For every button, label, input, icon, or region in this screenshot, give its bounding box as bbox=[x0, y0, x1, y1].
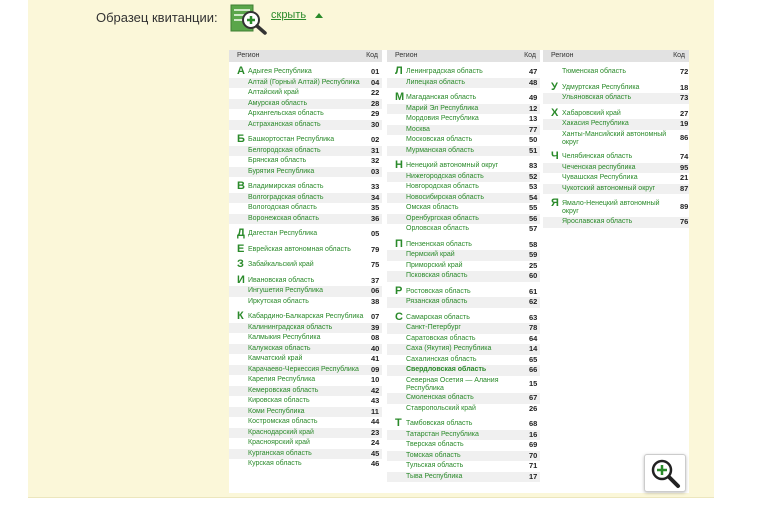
table-row bbox=[229, 146, 382, 157]
region-link[interactable]: Новосибирская область bbox=[406, 193, 484, 201]
region-link[interactable]: Оренбургская область bbox=[406, 214, 479, 222]
table-row bbox=[387, 125, 540, 136]
table-row bbox=[229, 386, 382, 397]
region-link[interactable]: Алтай (Горный Алтай) Республика bbox=[248, 78, 360, 86]
region-link[interactable]: Мурманская область bbox=[406, 146, 475, 154]
region-link[interactable]: Тыва Республика bbox=[406, 472, 463, 480]
region-link[interactable]: Челябинская область bbox=[562, 153, 633, 161]
region-code: 19 bbox=[680, 119, 689, 128]
region-link[interactable]: Курская область bbox=[248, 460, 302, 467]
region-link[interactable]: Марий Эл Республика bbox=[406, 104, 479, 112]
table-row bbox=[229, 260, 382, 271]
region-link[interactable]: Забайкальский край bbox=[248, 261, 314, 268]
region-code: 36 bbox=[371, 213, 380, 223]
region-link[interactable]: Ленинградская область bbox=[406, 68, 483, 75]
region-link[interactable]: Липецкая область bbox=[406, 78, 465, 86]
region-link[interactable]: Тульская область bbox=[406, 462, 464, 470]
region-link[interactable]: Красноярский край bbox=[248, 439, 310, 446]
region-link[interactable]: Сахалинская область bbox=[406, 355, 477, 363]
region-link[interactable]: Омская область bbox=[406, 204, 459, 211]
region-code: 86 bbox=[680, 132, 689, 142]
region-header: Регион bbox=[395, 52, 418, 59]
table-row bbox=[229, 417, 382, 428]
region-code: 72 bbox=[680, 67, 689, 76]
region-link[interactable]: Кировская область bbox=[248, 397, 310, 404]
table-row bbox=[543, 199, 689, 217]
table-row bbox=[229, 297, 382, 308]
region-link[interactable]: Еврейская автономная область bbox=[248, 245, 351, 253]
table-row bbox=[387, 114, 540, 125]
region-link[interactable]: Карачаево-Черкессия Республика bbox=[248, 365, 359, 373]
region-link[interactable]: Томская область bbox=[406, 451, 461, 459]
table-row bbox=[387, 323, 540, 334]
table-row bbox=[387, 135, 540, 146]
region-code: 51 bbox=[529, 145, 538, 155]
region-code: 07 bbox=[371, 312, 380, 321]
alphabet-letter: Н bbox=[395, 159, 403, 171]
region-code: 67 bbox=[529, 393, 538, 403]
region-link[interactable]: Мордовия Республика bbox=[406, 115, 479, 122]
region-link[interactable]: Ставропольский край bbox=[406, 404, 476, 412]
region-link[interactable]: Иркутская область bbox=[248, 297, 309, 305]
table-header bbox=[543, 50, 689, 62]
region-code: 17 bbox=[529, 471, 538, 481]
table-row bbox=[229, 242, 382, 256]
region-link[interactable]: Белгородская область bbox=[248, 146, 321, 154]
table-row bbox=[229, 333, 382, 344]
region-link[interactable]: Амурская область bbox=[248, 99, 308, 107]
region-code: 12 bbox=[529, 103, 538, 113]
table-row bbox=[387, 93, 540, 104]
region-link[interactable]: Пензенская область bbox=[406, 240, 472, 248]
region-link[interactable]: Приморский край bbox=[406, 261, 463, 269]
table-row bbox=[543, 163, 689, 174]
region-link[interactable]: Смоленская область bbox=[406, 394, 474, 402]
table-row bbox=[387, 440, 540, 451]
region-code: 87 bbox=[680, 183, 689, 193]
table-row bbox=[229, 438, 382, 449]
table-row bbox=[229, 182, 382, 193]
table-row bbox=[229, 344, 382, 355]
table-row bbox=[229, 273, 382, 287]
region-link[interactable]: Чеченская республика bbox=[562, 163, 636, 171]
region-code: 59 bbox=[529, 250, 538, 259]
table-row bbox=[387, 365, 540, 376]
alphabet-letter: Я bbox=[551, 197, 559, 210]
alphabet-letter: Т bbox=[395, 417, 402, 430]
receipt-label: Образец квитанции: bbox=[96, 10, 218, 25]
region-link[interactable]: Тверская область bbox=[406, 441, 464, 449]
table-row bbox=[229, 354, 382, 365]
region-code: 78 bbox=[529, 323, 538, 332]
region-code: 18 bbox=[680, 82, 689, 92]
region-code: 62 bbox=[529, 297, 538, 306]
region-link[interactable]: Астраханская область bbox=[248, 120, 321, 128]
table-row bbox=[229, 193, 382, 204]
table-row bbox=[387, 393, 540, 404]
table-row bbox=[387, 430, 540, 441]
region-link[interactable]: Санкт-Петербург bbox=[406, 324, 461, 331]
alphabet-letter: Д bbox=[237, 227, 245, 239]
region-link[interactable]: Новгородская область bbox=[406, 183, 479, 190]
region-code: 09 bbox=[371, 364, 380, 374]
region-link[interactable]: Удмуртская Республика bbox=[562, 83, 640, 91]
table-row bbox=[229, 229, 382, 240]
region-code: 50 bbox=[529, 135, 538, 144]
region-code: 55 bbox=[529, 203, 538, 212]
region-codes-table bbox=[229, 50, 689, 493]
region-link[interactable]: Чувашская Республика bbox=[562, 174, 638, 182]
region-link[interactable]: Пермский край bbox=[406, 251, 455, 258]
region-code: 49 bbox=[529, 93, 538, 102]
region-header: Регион bbox=[551, 52, 574, 59]
table-row bbox=[543, 152, 689, 163]
region-link[interactable]: Коми Республика bbox=[248, 407, 305, 415]
region-link[interactable]: Брянская область bbox=[248, 157, 307, 164]
table-row bbox=[543, 173, 689, 184]
region-code: 56 bbox=[529, 213, 538, 223]
region-code: 71 bbox=[529, 461, 538, 471]
table-row bbox=[387, 203, 540, 214]
region-code: 40 bbox=[371, 343, 380, 353]
region-code: 24 bbox=[371, 438, 380, 447]
table-row bbox=[387, 344, 540, 355]
table-row bbox=[387, 237, 540, 251]
region-link[interactable]: Архангельская область bbox=[248, 110, 324, 117]
region-link[interactable]: Москва bbox=[406, 125, 430, 133]
region-code: 15 bbox=[529, 378, 538, 388]
region-link[interactable]: Саха (Якутия) Республика bbox=[406, 345, 492, 352]
table-row bbox=[229, 167, 382, 178]
region-code: 30 bbox=[371, 119, 380, 129]
alphabet-letter: Б bbox=[237, 133, 245, 145]
caret-up-icon[interactable] bbox=[315, 13, 323, 18]
table-row bbox=[543, 130, 689, 148]
table-row bbox=[543, 119, 689, 130]
code-header: Код bbox=[673, 52, 685, 59]
table-row bbox=[229, 323, 382, 334]
region-link[interactable]: Саратовская область bbox=[406, 334, 476, 342]
table-row bbox=[229, 365, 382, 376]
table-row bbox=[387, 182, 540, 193]
region-link[interactable]: Хабаровский край bbox=[562, 109, 621, 117]
region-code: 34 bbox=[371, 192, 380, 202]
region-link[interactable]: Калининградская область bbox=[248, 323, 333, 331]
region-code: 03 bbox=[371, 166, 380, 176]
alphabet-letter: У bbox=[551, 80, 558, 93]
region-code: 29 bbox=[371, 109, 380, 118]
table-row bbox=[387, 419, 540, 430]
region-link[interactable]: Московская область bbox=[406, 136, 473, 143]
table-row bbox=[229, 214, 382, 225]
region-code: 23 bbox=[371, 427, 380, 437]
region-code: 31 bbox=[371, 145, 380, 155]
region-link[interactable]: Калужская область bbox=[248, 344, 311, 352]
region-link[interactable]: Ивановская область bbox=[248, 276, 315, 284]
table-row bbox=[229, 449, 382, 460]
receipt-zoom-icon[interactable] bbox=[230, 3, 270, 35]
region-code: 89 bbox=[680, 202, 689, 212]
region-header: Регион bbox=[237, 52, 260, 59]
table-row bbox=[543, 184, 689, 195]
region-code: 95 bbox=[680, 162, 689, 172]
region-code: 54 bbox=[529, 192, 538, 202]
region-link[interactable]: Магаданская область bbox=[406, 94, 477, 101]
region-code: 14 bbox=[529, 344, 538, 353]
region-code: 11 bbox=[371, 406, 379, 416]
region-code: 05 bbox=[371, 229, 380, 238]
region-link[interactable]: Владимирская область bbox=[248, 183, 324, 190]
region-link[interactable]: Ростовская область bbox=[406, 287, 471, 295]
alphabet-letter: З bbox=[237, 258, 244, 270]
alphabet-letter: Ч bbox=[551, 150, 559, 163]
table-row bbox=[543, 67, 689, 78]
table-row bbox=[387, 472, 540, 483]
region-link[interactable]: Калмыкия Республика bbox=[248, 334, 321, 341]
region-link[interactable]: Самарская область bbox=[406, 313, 470, 321]
region-link[interactable]: Тамбовская область bbox=[406, 420, 473, 428]
table-row bbox=[387, 193, 540, 204]
alphabet-letter: Р bbox=[395, 284, 403, 297]
alphabet-letter: С bbox=[395, 310, 403, 323]
region-code: 35 bbox=[371, 203, 380, 212]
table-column bbox=[229, 50, 382, 62]
region-code: 77 bbox=[529, 124, 538, 134]
region-code: 10 bbox=[371, 375, 380, 384]
region-link[interactable]: Хакасия Республика bbox=[562, 120, 629, 127]
alphabet-letter: П bbox=[395, 237, 403, 250]
region-code: 48 bbox=[529, 77, 538, 87]
region-link[interactable]: Псковская область bbox=[406, 272, 468, 279]
table-row bbox=[543, 106, 689, 120]
table-row bbox=[387, 461, 540, 472]
region-link[interactable]: Вологодская область bbox=[248, 204, 317, 211]
region-link[interactable]: Татарстан Республика bbox=[406, 430, 479, 438]
region-link[interactable]: Кабардино-Балкарская Республика bbox=[248, 313, 364, 320]
region-link[interactable]: Чукотский автономный округ bbox=[562, 184, 656, 192]
alphabet-letter: К bbox=[237, 310, 244, 322]
hide-link[interactable]: скрыть bbox=[271, 9, 307, 21]
region-link[interactable]: Башкортостан Республика bbox=[248, 136, 335, 143]
region-code: 61 bbox=[529, 286, 538, 296]
region-code: 01 bbox=[371, 67, 380, 76]
table-row bbox=[387, 104, 540, 115]
region-code: 63 bbox=[529, 312, 538, 322]
code-header: Код bbox=[524, 52, 536, 59]
table-row bbox=[387, 310, 540, 324]
region-code: 41 bbox=[371, 354, 380, 363]
region-code: 21 bbox=[680, 173, 689, 183]
table-row bbox=[387, 67, 540, 78]
table-row bbox=[229, 67, 382, 78]
alphabet-letter: Л bbox=[395, 65, 403, 77]
region-code: 22 bbox=[371, 88, 380, 97]
region-code: 68 bbox=[529, 419, 538, 429]
region-link[interactable]: Нижегородская область bbox=[406, 172, 484, 180]
table-row bbox=[229, 312, 382, 323]
region-code: 32 bbox=[371, 156, 380, 165]
table-row bbox=[387, 224, 540, 235]
region-code: 42 bbox=[371, 385, 380, 395]
table-row bbox=[387, 214, 540, 225]
table-row bbox=[387, 261, 540, 272]
region-code: 75 bbox=[371, 260, 380, 269]
alphabet-letter: А bbox=[237, 65, 245, 77]
table-row bbox=[387, 146, 540, 157]
table-row bbox=[387, 78, 540, 89]
alphabet-letter: Е bbox=[237, 242, 245, 255]
region-code: 13 bbox=[529, 114, 538, 123]
region-link[interactable]: Ямало-Ненецкий автономный округ bbox=[562, 200, 660, 216]
region-code: 02 bbox=[371, 135, 380, 144]
region-code: 69 bbox=[529, 440, 538, 450]
region-link[interactable]: Ярославская область bbox=[562, 218, 633, 226]
region-code: 53 bbox=[529, 182, 538, 191]
region-link[interactable]: Кемеровская область bbox=[248, 386, 319, 394]
region-code: 44 bbox=[371, 417, 380, 426]
region-link[interactable]: Краснодарский край bbox=[248, 428, 314, 436]
table-row bbox=[387, 376, 540, 394]
region-link[interactable]: Камчатский край bbox=[248, 355, 303, 362]
table-row bbox=[387, 355, 540, 366]
region-code: 66 bbox=[529, 365, 538, 374]
region-code: 43 bbox=[371, 396, 380, 405]
table-row bbox=[229, 428, 382, 439]
region-code: 28 bbox=[371, 98, 380, 108]
region-link[interactable]: Карелия Республика bbox=[248, 376, 316, 383]
alphabet-letter: М bbox=[395, 91, 405, 103]
region-link[interactable]: Тюменская область bbox=[562, 68, 626, 75]
region-link[interactable]: Ульяновская область bbox=[562, 94, 632, 101]
region-link[interactable]: Костромская область bbox=[248, 418, 318, 425]
alphabet-letter: В bbox=[237, 180, 245, 192]
table-row bbox=[387, 297, 540, 308]
table-row bbox=[229, 203, 382, 214]
region-link[interactable]: Волгоградская область bbox=[248, 193, 324, 201]
table-row bbox=[229, 459, 382, 470]
table-row bbox=[387, 284, 540, 298]
table-row bbox=[229, 99, 382, 110]
region-code: 74 bbox=[680, 152, 689, 162]
region-link[interactable]: Ингушетия Республика bbox=[248, 287, 324, 294]
table-row bbox=[229, 88, 382, 99]
region-code: 16 bbox=[529, 429, 538, 439]
zoom-in-icon bbox=[653, 461, 678, 486]
region-code: 37 bbox=[371, 275, 380, 285]
table-row bbox=[387, 334, 540, 345]
region-code: 33 bbox=[371, 182, 380, 191]
region-link[interactable]: Рязанская область bbox=[406, 298, 468, 305]
region-code: 46 bbox=[371, 459, 380, 468]
zoom-in-button[interactable] bbox=[644, 454, 686, 492]
region-code: 39 bbox=[371, 322, 380, 332]
table-row bbox=[387, 271, 540, 282]
table-row bbox=[387, 451, 540, 462]
table-column bbox=[387, 50, 540, 62]
table-row bbox=[387, 172, 540, 183]
region-code: 79 bbox=[371, 244, 380, 254]
region-code: 08 bbox=[371, 333, 380, 342]
region-link[interactable]: Воронежская область bbox=[248, 214, 319, 222]
region-link[interactable]: Свердловская область bbox=[406, 366, 487, 373]
table-column bbox=[543, 50, 689, 62]
table-row bbox=[229, 78, 382, 89]
region-link[interactable]: Орловская область bbox=[406, 225, 470, 232]
code-header: Код bbox=[366, 52, 378, 59]
region-link[interactable]: Дагестан Республика bbox=[248, 230, 318, 237]
region-code: 58 bbox=[529, 239, 538, 249]
region-link[interactable]: Северная Осетия — Алания Республика bbox=[406, 376, 499, 392]
region-code: 65 bbox=[529, 354, 538, 364]
table-row bbox=[543, 217, 689, 228]
region-code: 38 bbox=[371, 296, 380, 306]
region-code: 57 bbox=[529, 224, 538, 233]
table-row bbox=[229, 286, 382, 297]
table-row bbox=[229, 407, 382, 418]
region-link[interactable]: Бурятия Республика bbox=[248, 167, 315, 175]
alphabet-letter: Х bbox=[551, 106, 559, 119]
table-row bbox=[229, 135, 382, 146]
alphabet-letter: И bbox=[237, 273, 245, 286]
region-code: 47 bbox=[529, 67, 538, 76]
region-code: 70 bbox=[529, 450, 538, 460]
table-row bbox=[229, 109, 382, 120]
table-row bbox=[543, 93, 689, 104]
region-link[interactable]: Ненецкий автономный округ bbox=[406, 162, 499, 169]
table-header bbox=[229, 50, 382, 62]
table-row bbox=[387, 161, 540, 172]
table-row bbox=[229, 156, 382, 167]
table-row bbox=[229, 396, 382, 407]
region-code: 06 bbox=[371, 286, 380, 295]
region-code: 25 bbox=[529, 260, 538, 270]
table-row bbox=[543, 80, 689, 94]
region-link[interactable]: Алтайский край bbox=[248, 89, 299, 96]
region-link[interactable]: Курганская область bbox=[248, 449, 312, 457]
region-code: 83 bbox=[529, 161, 538, 170]
region-link[interactable]: Адыгея Республика bbox=[248, 68, 312, 75]
region-code: 73 bbox=[680, 93, 689, 102]
table-row bbox=[229, 375, 382, 386]
region-code: 52 bbox=[529, 171, 538, 181]
table-row bbox=[229, 120, 382, 131]
region-code: 45 bbox=[371, 448, 380, 458]
table-row bbox=[387, 250, 540, 261]
region-code: 27 bbox=[680, 108, 689, 118]
region-link[interactable]: Ханты-Мансийский автономный округ bbox=[562, 130, 667, 146]
region-code: 04 bbox=[371, 77, 380, 87]
table-header bbox=[387, 50, 540, 62]
region-code: 26 bbox=[529, 403, 538, 413]
region-code: 60 bbox=[529, 271, 538, 280]
table-row bbox=[387, 404, 540, 415]
region-code: 76 bbox=[680, 217, 689, 227]
region-code: 64 bbox=[529, 333, 538, 343]
